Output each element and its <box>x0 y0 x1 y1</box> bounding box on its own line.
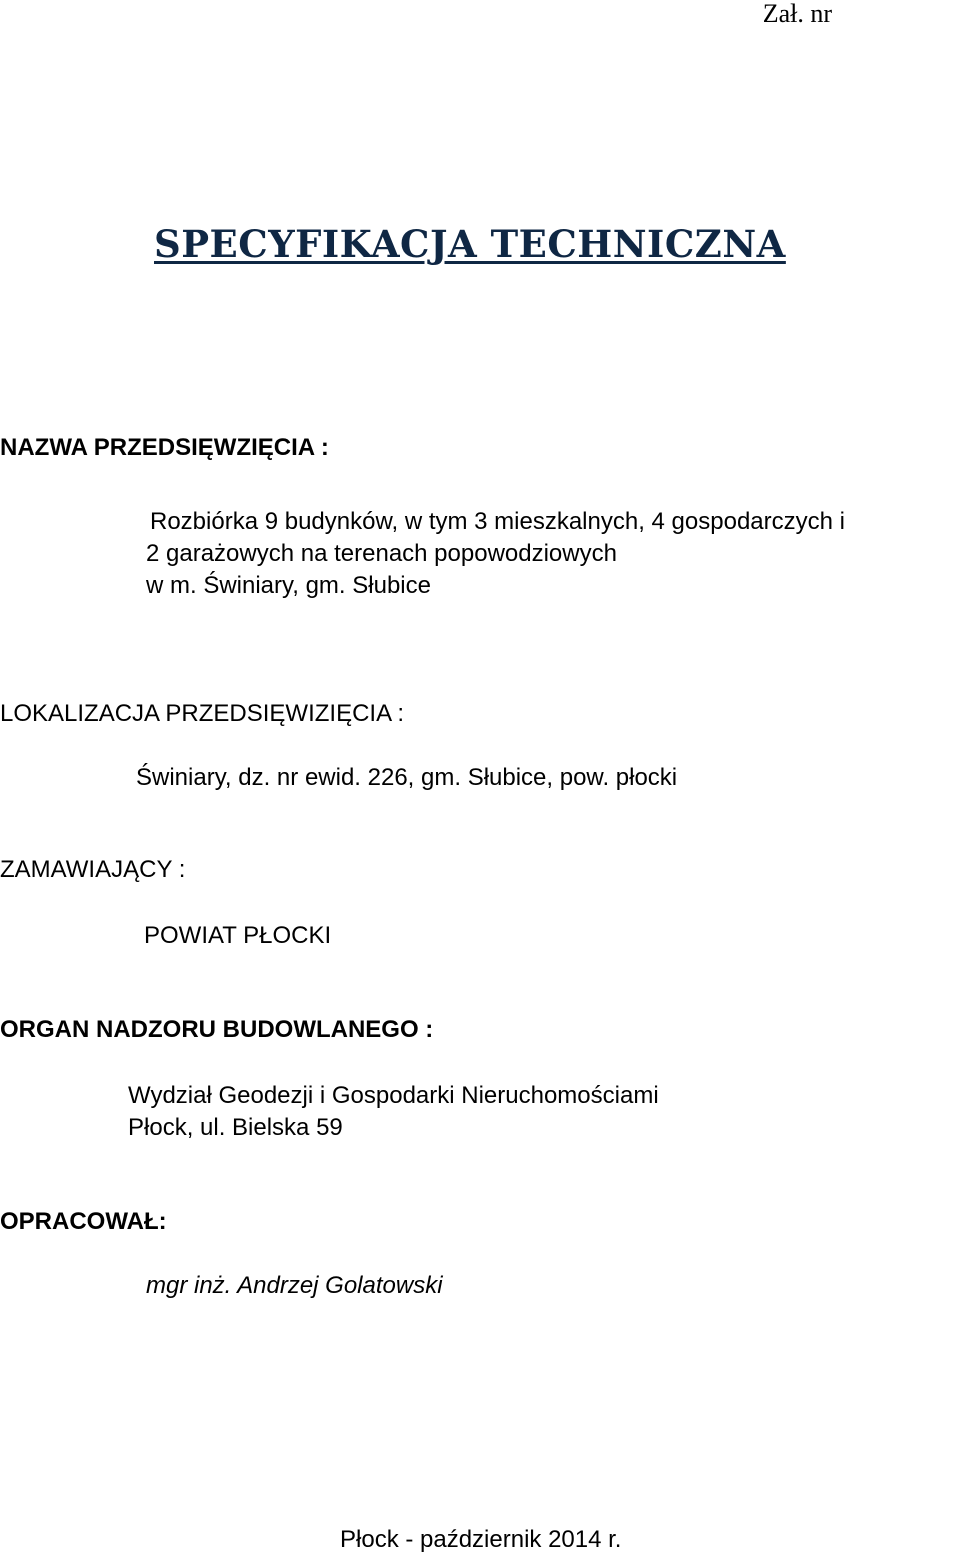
author-value: mgr inż. Andrzej Golatowski <box>146 1272 443 1299</box>
author-heading: OPRACOWAŁ: <box>0 1208 167 1235</box>
location-heading: LOKALIZACJA PRZEDSIĘWIZIĘCIA : <box>0 700 405 727</box>
project-name-line-1: Rozbiórka 9 budynków, w tym 3 mieszkalnych, 4 gospodarczych i <box>150 508 845 535</box>
project-name-heading: NAZWA PRZEDSIĘWZIĘCIA : <box>0 434 329 461</box>
location-value: Świniary, dz. nr ewid. 226, gm. Słubice, pow. płocki <box>136 764 678 791</box>
authority-heading: ORGAN NADZORU BUDOWLANEGO : <box>0 1016 434 1043</box>
client-value: POWIAT PŁOCKI <box>144 922 332 949</box>
authority-line-1: Wydział Geodezji i Gospodarki Nieruchomościami <box>128 1082 659 1109</box>
project-name-line-3: w m. Świniary, gm. Słubice <box>146 572 431 599</box>
attachment-label: Zał. nr <box>762 0 832 28</box>
project-name-line-2: 2 garażowych na terenach popowodziowych <box>146 540 617 567</box>
authority-line-2: Płock, ul. Bielska 59 <box>128 1114 343 1141</box>
client-heading: ZAMAWIAJĄCY : <box>0 856 186 883</box>
place-date-footer: Płock - październik 2014 r. <box>340 1526 622 1553</box>
document-title: SPECYFIKACJA TECHNICZNA <box>154 222 786 266</box>
